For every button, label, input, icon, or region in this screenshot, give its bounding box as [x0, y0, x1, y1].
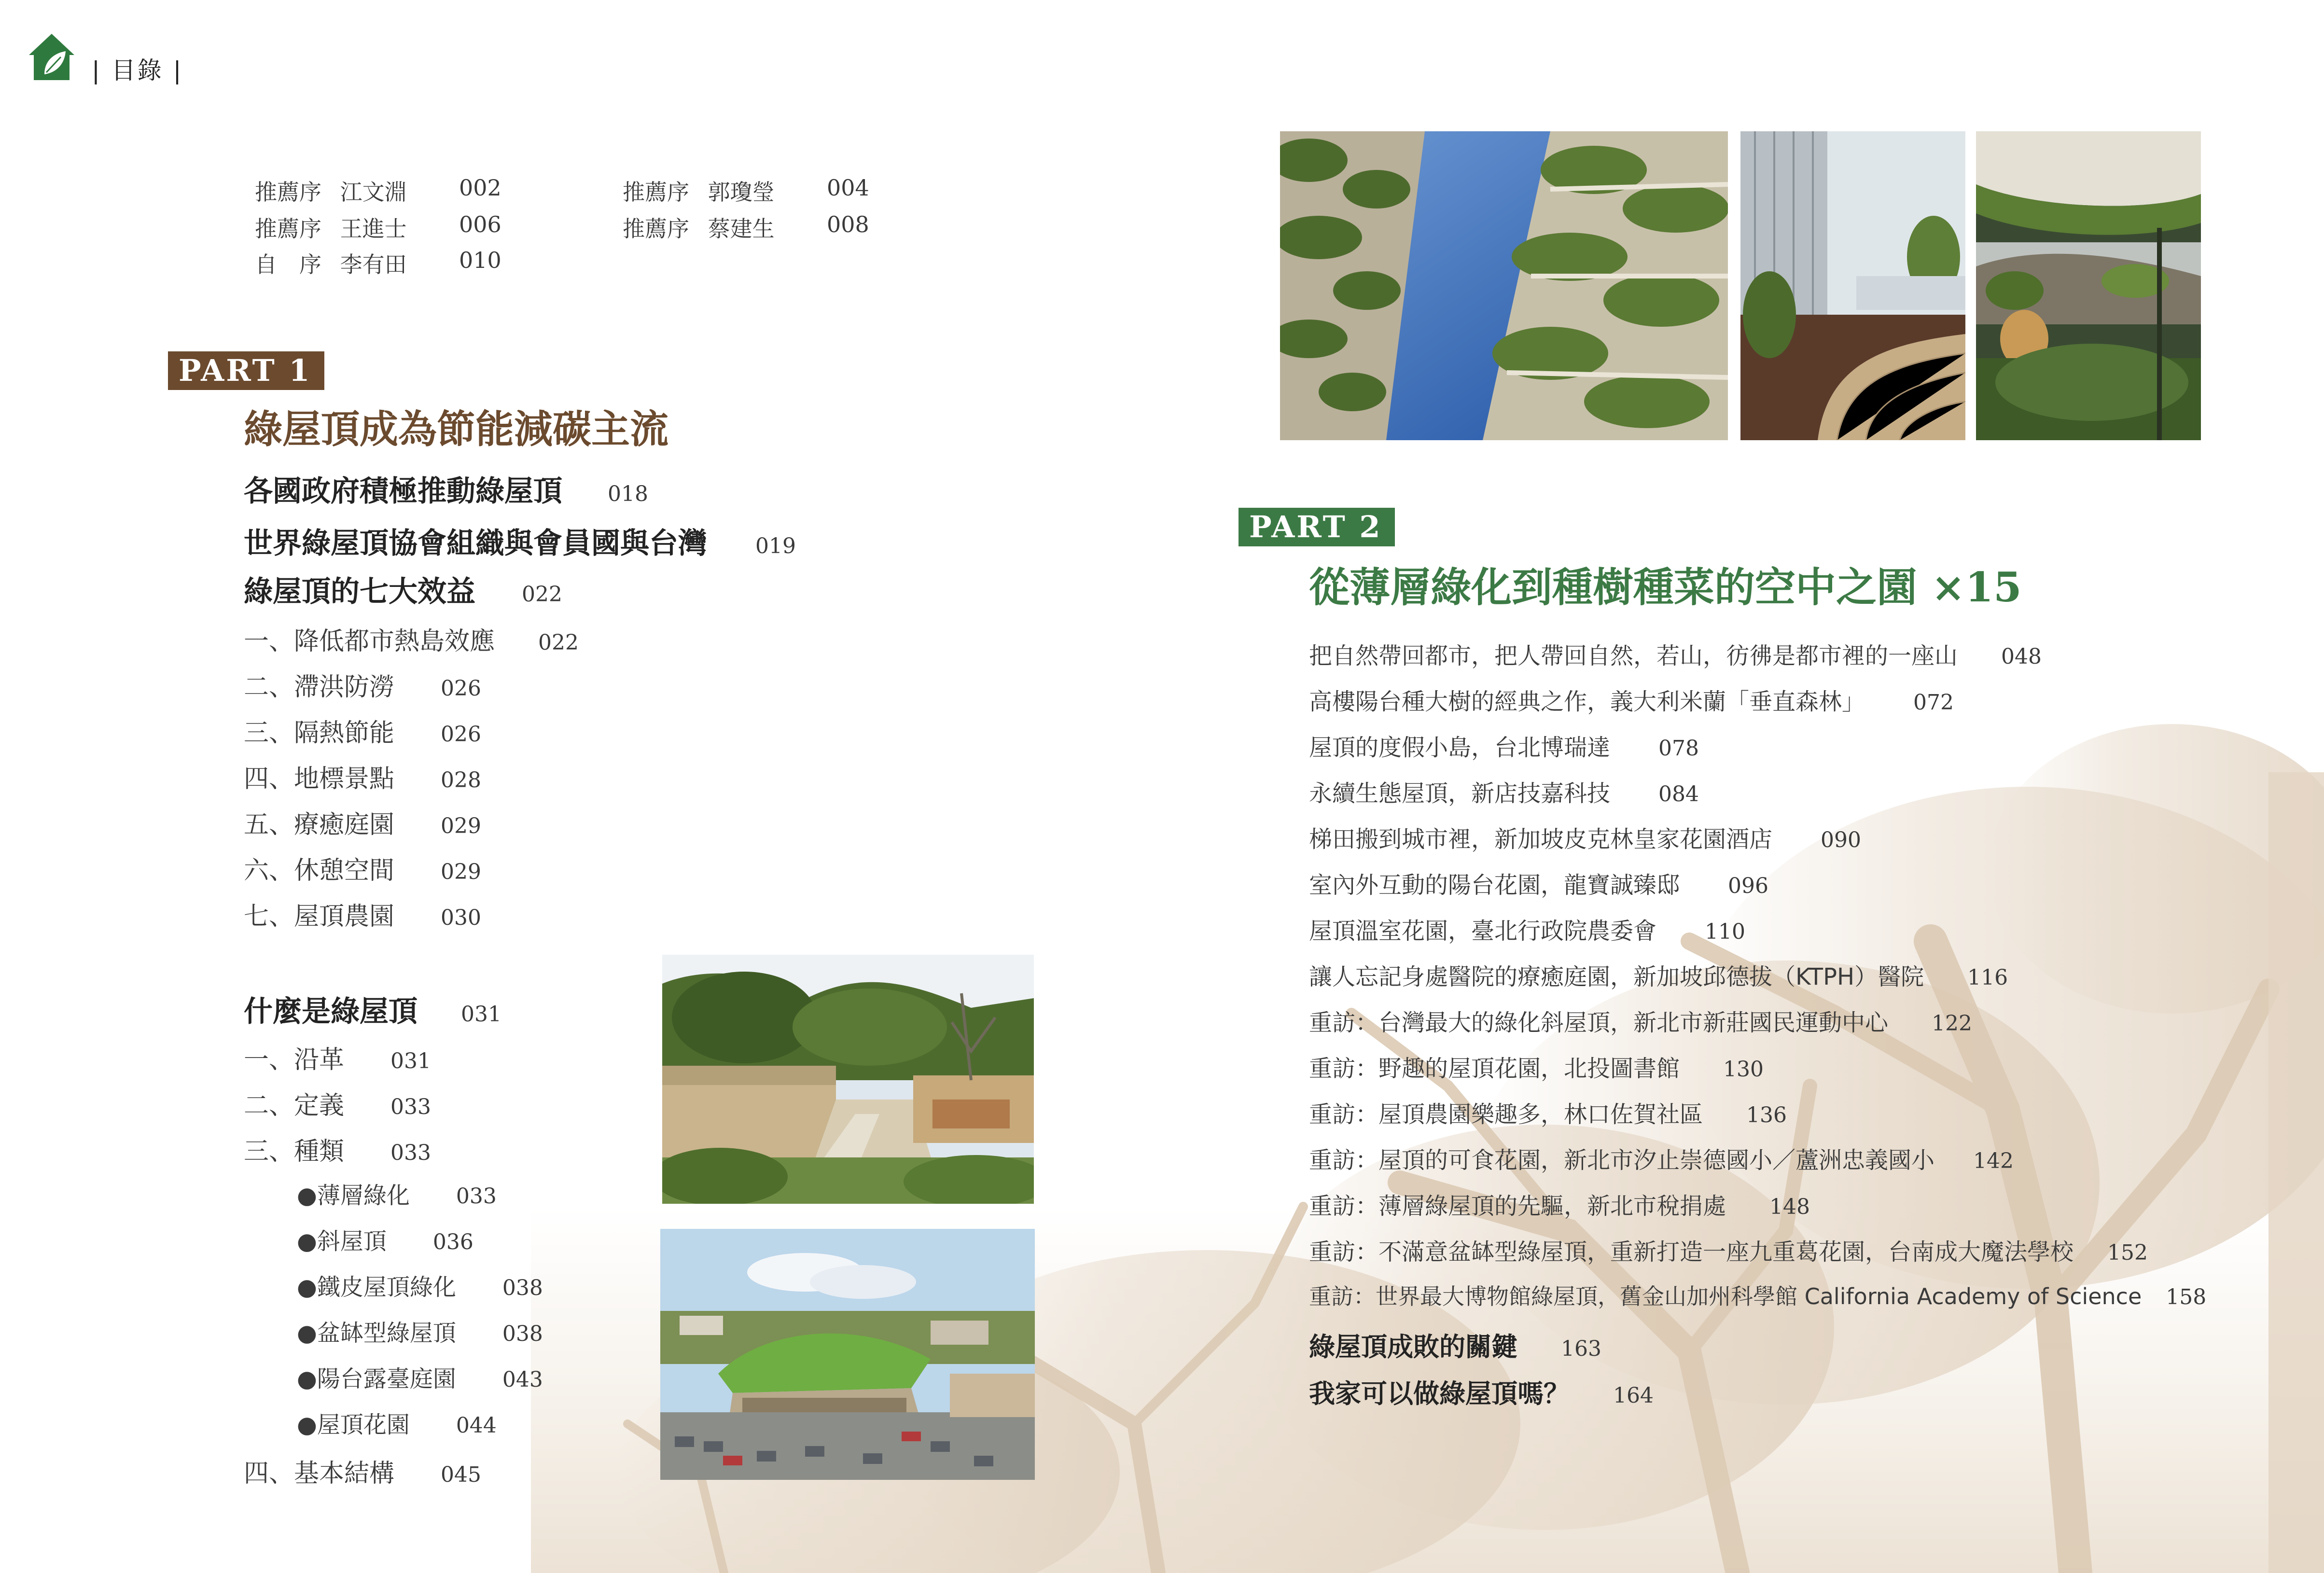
- toc-entry[interactable]: [244, 850, 481, 886]
- foreword-item: [255, 247, 501, 279]
- toc-entry-title: ●薄層綠化: [297, 1182, 410, 1209]
- toc-entry[interactable]: [1309, 1141, 2014, 1175]
- toc-entry-page: 048: [2001, 644, 2042, 669]
- toc-entry-title: 高樓陽台種大樹的經典之作，義大利米蘭「垂直森林」: [1309, 688, 1865, 715]
- toc-entry-title: 我家可以做綠屋頂嗎？: [1309, 1378, 1570, 1409]
- toc-entry[interactable]: [244, 468, 648, 510]
- toc-entry-page: 078: [1658, 736, 1699, 761]
- toc-entry-page: 026: [441, 722, 481, 747]
- toc-entry[interactable]: [244, 896, 481, 932]
- foreword-author: 郭瓊瑩: [708, 179, 775, 205]
- toc-entry-page: 090: [1821, 828, 1861, 852]
- foreword-page: 006: [459, 211, 501, 237]
- toc-entry[interactable]: [1309, 729, 1699, 762]
- toc-entry-page: 018: [608, 482, 648, 506]
- toc-entry[interactable]: [1309, 1373, 1654, 1410]
- toc-entry[interactable]: [244, 621, 579, 657]
- toc-entry-title: ●陽台露臺庭園: [297, 1365, 456, 1392]
- foreword-page: 004: [827, 175, 869, 201]
- part1-badge: PART 1: [168, 351, 324, 390]
- foreword-label: 推薦序: [255, 179, 321, 205]
- toc-entry[interactable]: [1309, 1004, 1972, 1037]
- toc-entry-title: 重訪：野趣的屋頂花園，北投圖書館: [1309, 1055, 1680, 1082]
- toc-entry[interactable]: [1309, 1279, 2206, 1311]
- toc-entry-title: 什麼是綠屋頂: [244, 995, 417, 1029]
- toc-entry-title: 梯田搬到城市裡，新加坡皮克林皇家花園酒店: [1309, 826, 1773, 853]
- toc-entry-title: 各國政府積極推動綠屋頂: [244, 474, 562, 508]
- foreword-page: 002: [459, 175, 501, 201]
- toc-entry-page: 028: [441, 768, 481, 793]
- toc-entry-page: 116: [1967, 965, 2008, 990]
- toc-entry-page: 152: [2107, 1240, 2148, 1265]
- toc-entry-title: 重訪：世界最大博物館綠屋頂，舊金山加州科學館 California Academy of Science: [1309, 1283, 2142, 1309]
- toc-entry-page: 044: [456, 1413, 497, 1438]
- toc-entry-title: ●鐵皮屋頂綠化: [297, 1274, 456, 1301]
- toc-entry[interactable]: [1309, 1233, 2148, 1267]
- toc-entry-page: 033: [390, 1141, 431, 1165]
- toc-entry-title: 重訪：屋頂的可食花園，新北市汐止崇德國小／蘆洲忠義國小: [1309, 1147, 1935, 1174]
- toc-entry-title: 綠屋頂的七大效益: [244, 575, 475, 609]
- toc-entry[interactable]: [1309, 775, 1699, 808]
- foreword-author: 江文淵: [340, 179, 407, 205]
- toc-entry-title: 二、定義: [244, 1091, 345, 1120]
- toc-entry-title: ●盆缽型綠屋頂: [297, 1320, 456, 1347]
- toc-entry[interactable]: [1309, 1096, 1787, 1129]
- photo-rooftop-deck-garden: [1740, 131, 1965, 440]
- toc-entry-page: 164: [1613, 1383, 1654, 1408]
- toc-entry[interactable]: [244, 569, 562, 610]
- foreword-item: [255, 211, 501, 243]
- toc-entry-page: 030: [441, 905, 481, 930]
- toc-entry-title: 一、降低都市熱島效應: [244, 627, 495, 656]
- foreword-item: [623, 175, 869, 207]
- foreword-page: 008: [827, 211, 869, 237]
- foreword-label: 自 序: [255, 251, 321, 278]
- toc-entry-page: 033: [390, 1095, 431, 1119]
- toc-entry[interactable]: [1309, 866, 1768, 900]
- toc-entry-page: 148: [1769, 1195, 1810, 1219]
- toc-entry-page: 038: [502, 1276, 543, 1300]
- toc-entry-page: 084: [1658, 782, 1699, 807]
- toc-entry-title: 重訪：屋頂農園樂趣多，林口佐賀社區: [1309, 1101, 1703, 1128]
- photo-terraced-building-garden: [662, 955, 1034, 1204]
- toc-entry-page: 158: [2166, 1285, 2207, 1309]
- toc-entry-title: 四、地標景點: [244, 765, 395, 793]
- toc-entry-title: 三、隔熱節能: [244, 719, 395, 748]
- toc-entry-page: 130: [1723, 1057, 1764, 1082]
- toc-entry-title: 三、種類: [244, 1137, 345, 1166]
- toc-entry-page: 033: [456, 1184, 497, 1209]
- toc-entry-page: 110: [1705, 919, 1745, 944]
- toc-entry-title: 六、休憩空間: [244, 856, 395, 885]
- toc-entry[interactable]: [244, 758, 481, 794]
- foreword-label: 推薦序: [623, 216, 689, 242]
- toc-entry-page: 038: [502, 1322, 543, 1346]
- toc-entry-page: 096: [1728, 874, 1768, 898]
- toc-entry-title: 重訪：台灣最大的綠化斜屋頂，新北市新莊國民運動中心: [1309, 1009, 1889, 1036]
- toc-entry[interactable]: [297, 1314, 543, 1348]
- toc-entry-title: 五、療癒庭園: [244, 810, 395, 839]
- foreword-label: 推薦序: [255, 216, 321, 242]
- toc-entry-title: ●斜屋頂: [297, 1228, 387, 1255]
- toc-entry-title: 永續生態屋頂，新店技嘉科技: [1309, 780, 1611, 807]
- toc-entry-title: 世界綠屋頂協會組織與會員國與台灣: [244, 527, 707, 560]
- part1-title: 綠屋頂成為節能減碳主流: [244, 406, 668, 452]
- toc-entry-page: 022: [538, 630, 579, 655]
- toc-entry[interactable]: [297, 1223, 473, 1256]
- toc-entry-title: 四、基本結構: [244, 1459, 395, 1488]
- toc-entry-page: 026: [441, 676, 481, 701]
- toc-entry[interactable]: [1309, 683, 1954, 716]
- foreword-author: 李有田: [340, 251, 407, 278]
- toc-entry-page: 036: [432, 1230, 473, 1254]
- toc-entry-page: 029: [441, 860, 481, 884]
- part2-title: 從薄層綠化到種樹種菜的空中之園 ×15: [1309, 563, 2022, 611]
- toc-entry-page: 031: [390, 1049, 431, 1073]
- toc-entry-page: 163: [1561, 1336, 1601, 1361]
- toc-entry-title: 室內外互動的陽台花園，龍寶誠臻邸: [1309, 872, 1680, 899]
- photo-sky-garden-terrace: [1976, 131, 2201, 440]
- toc-entry[interactable]: [1309, 637, 2042, 670]
- foreword-item: [623, 211, 869, 243]
- toc-entry-page: 122: [1932, 1011, 1972, 1036]
- toc-entry-page: 045: [441, 1462, 481, 1487]
- foreword-item: [255, 175, 501, 207]
- toc-entry-page: 142: [1973, 1149, 2014, 1173]
- toc-entry-title: 綠屋頂成敗的關鍵: [1309, 1332, 1517, 1362]
- photo-vertical-forest: [1280, 131, 1728, 440]
- toc-entry-title: 二、滯洪防澇: [244, 673, 395, 702]
- toc-entry-page: 029: [441, 814, 481, 838]
- toc-entry[interactable]: [297, 1360, 543, 1393]
- toc-entry-title: 讓人忘記身處醫院的療癒庭園，新加坡邱德拔（KTPH）醫院: [1309, 963, 1924, 990]
- toc-entry[interactable]: [297, 1268, 543, 1302]
- toc-entry-title: 重訪：薄層綠屋頂的先驅，新北市稅捐處: [1309, 1193, 1726, 1220]
- toc-entry[interactable]: [244, 1453, 481, 1489]
- toc-entry-title: ●屋頂花園: [297, 1411, 410, 1438]
- part2-badge: PART 2: [1239, 508, 1395, 546]
- toc-entry-page: 043: [502, 1367, 543, 1392]
- toc-entry-page: 072: [1913, 690, 1954, 715]
- toc-entry[interactable]: [1309, 958, 2008, 991]
- toc-entry[interactable]: [244, 1131, 431, 1167]
- foreword-label: 推薦序: [623, 179, 689, 205]
- toc-entry-page: 019: [755, 534, 796, 558]
- foreword-author: 王進士: [340, 216, 407, 242]
- toc-entry-page: 031: [461, 1002, 501, 1027]
- toc-entry[interactable]: [1309, 821, 1861, 854]
- toc-entry-title: 屋頂溫室花園，臺北行政院農委會: [1309, 918, 1657, 945]
- foreword-author: 蔡建生: [708, 216, 775, 242]
- toc-entry[interactable]: [1309, 912, 1745, 946]
- toc-entry[interactable]: [244, 1039, 431, 1075]
- toc-entry[interactable]: [244, 712, 481, 749]
- toc-entry[interactable]: [244, 667, 481, 703]
- toc-entry-title: 屋頂的度假小島，台北博瑞達: [1309, 734, 1611, 761]
- photo-green-roof-aerial: [660, 1229, 1035, 1480]
- toc-entry-title: 一、沿革: [244, 1045, 345, 1074]
- toc-entry[interactable]: [244, 520, 796, 562]
- foreword-page: 010: [459, 247, 501, 273]
- house-leaf-icon: [25, 30, 78, 83]
- toc-entry-page: 136: [1746, 1103, 1787, 1128]
- toc-entry[interactable]: [244, 1085, 431, 1121]
- toc-entry[interactable]: [244, 988, 501, 1030]
- toc-entry[interactable]: [1309, 1187, 1810, 1221]
- toc-entry-title: 把自然帶回都市，把人帶回自然，若山，彷彿是都市裡的一座山: [1309, 642, 1958, 669]
- section-label: | 目錄 |: [92, 56, 183, 84]
- toc-entry-page: 022: [522, 582, 562, 607]
- toc-entry-title: 七、屋頂農園: [244, 902, 395, 931]
- toc-entry[interactable]: [1309, 1050, 1764, 1083]
- toc-entry[interactable]: [244, 804, 481, 840]
- toc-entry[interactable]: [1309, 1326, 1601, 1364]
- toc-entry[interactable]: [297, 1406, 497, 1439]
- toc-entry-title: 重訪：不滿意盆缽型綠屋頂，重新打造一座九重葛花園，台南成大魔法學校: [1309, 1239, 2074, 1266]
- toc-entry[interactable]: [297, 1177, 497, 1210]
